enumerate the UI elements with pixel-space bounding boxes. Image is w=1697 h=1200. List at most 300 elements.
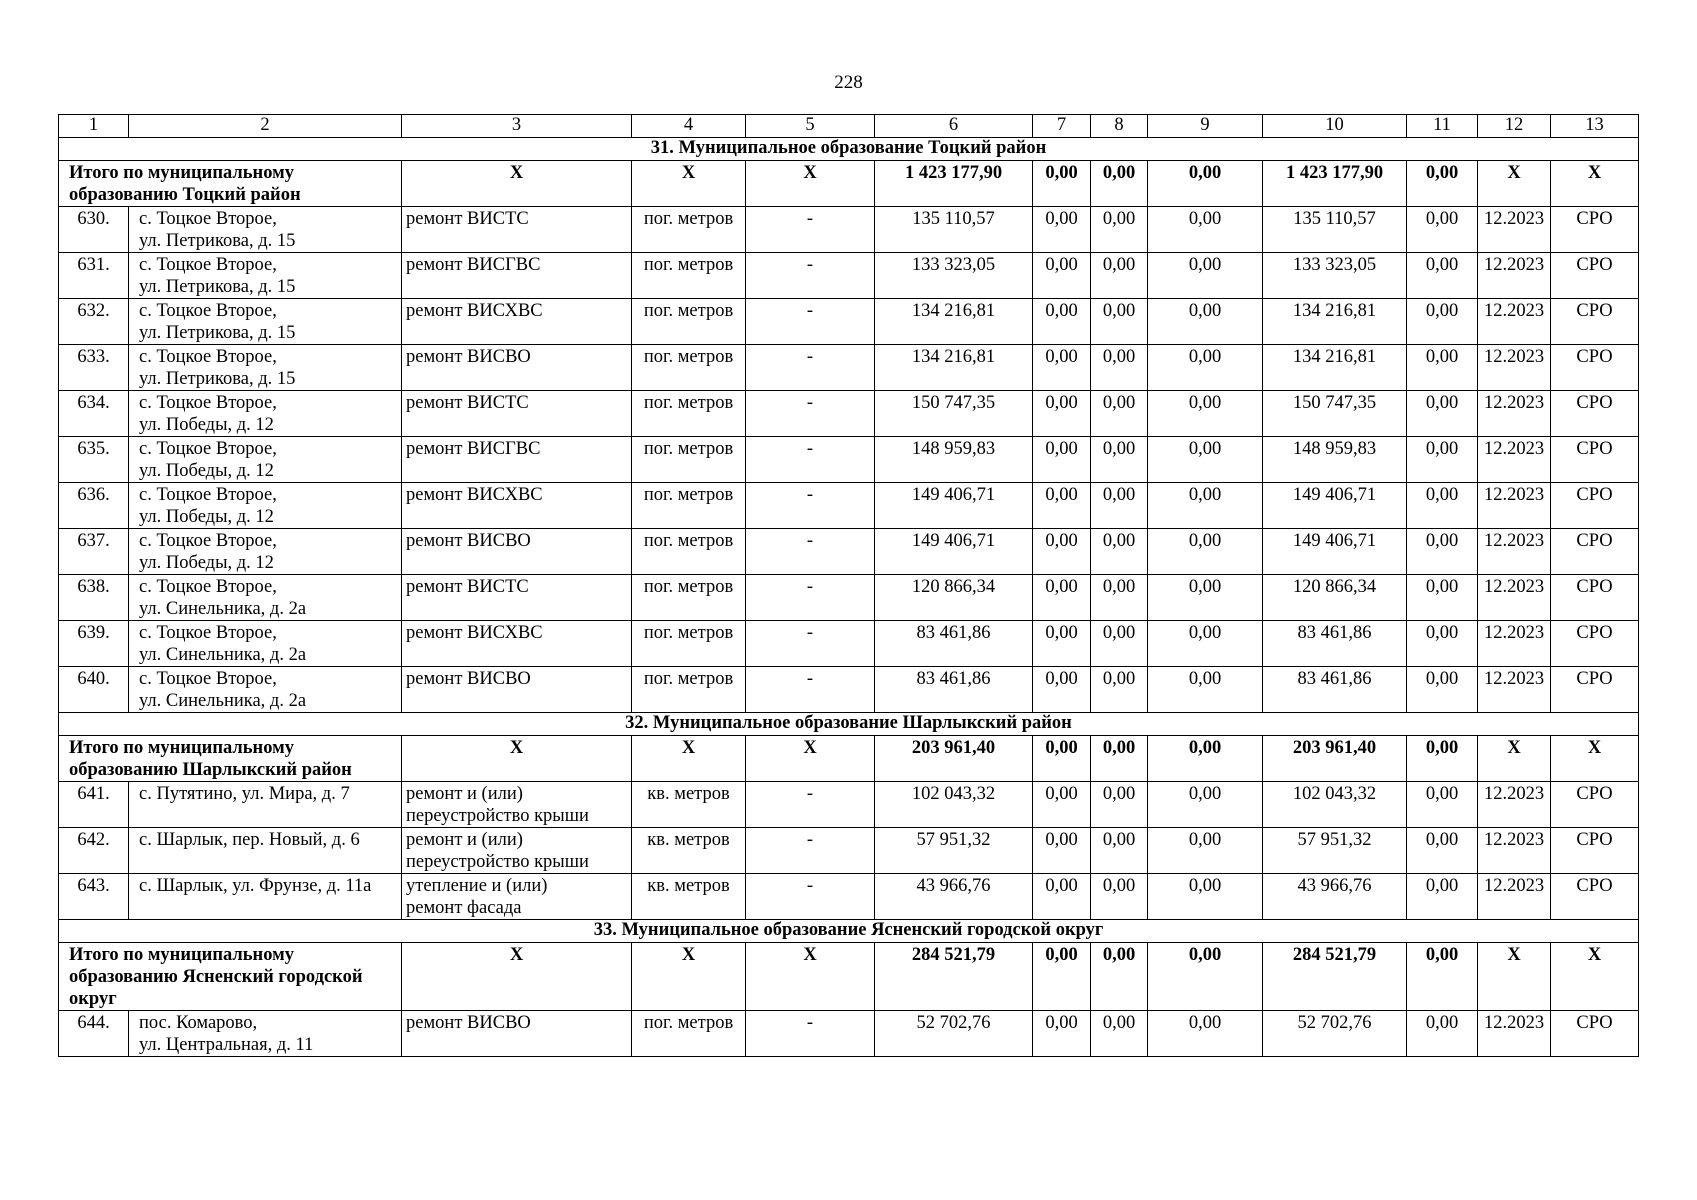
cell-line: ремонт ВИСВО xyxy=(406,531,531,551)
value-cell: 57 951,32 xyxy=(875,828,1033,874)
value-cell: - xyxy=(746,667,875,713)
table-row xyxy=(59,575,1639,621)
total-label xyxy=(59,736,402,782)
table-row xyxy=(59,437,1639,483)
column-header: 8 xyxy=(1091,115,1148,138)
value-cell: 135 110,57 xyxy=(875,207,1033,253)
cell-line: с. Тоцкое Второе, xyxy=(139,209,277,229)
cell-line: ул. Победы, д. 12 xyxy=(139,553,274,573)
value-cell: - xyxy=(746,874,875,920)
value-cell: 0,00 xyxy=(1033,529,1091,575)
value-cell: 0,00 xyxy=(1033,575,1091,621)
value-cell: - xyxy=(746,253,875,299)
value-cell: 0,00 xyxy=(1033,667,1091,713)
total-cell: X xyxy=(746,943,875,1011)
cell-line: ул. Петрикова, д. 15 xyxy=(139,231,296,251)
total-cell: X xyxy=(402,943,632,1011)
value-cell: СРО xyxy=(1551,667,1639,713)
table-row xyxy=(59,529,1639,575)
table-row xyxy=(59,874,1639,920)
work-type-cell xyxy=(402,874,632,920)
value-cell: - xyxy=(746,391,875,437)
value-cell: 149 406,71 xyxy=(1263,483,1407,529)
work-type-cell xyxy=(402,437,632,483)
column-header: 1 xyxy=(59,115,129,138)
address-cell xyxy=(129,207,402,253)
total-label xyxy=(59,161,402,207)
value-cell: 0,00 xyxy=(1148,299,1263,345)
column-header: 5 xyxy=(746,115,875,138)
value-cell: 149 406,71 xyxy=(875,529,1033,575)
value-cell: 0,00 xyxy=(1091,1011,1148,1057)
unit-cell: пог. метров xyxy=(632,299,746,345)
address-cell xyxy=(129,1011,402,1057)
value-cell: 133 323,05 xyxy=(1263,253,1407,299)
table-row xyxy=(59,345,1639,391)
value-cell: 0,00 xyxy=(1091,391,1148,437)
cell-line: ремонт и (или) xyxy=(406,830,523,850)
value-cell: 0,00 xyxy=(1033,1011,1091,1057)
total-cell: 0,00 xyxy=(1091,943,1148,1011)
column-header: 3 xyxy=(402,115,632,138)
cell-line: ул. Победы, д. 12 xyxy=(139,415,274,435)
value-cell: 0,00 xyxy=(1148,782,1263,828)
value-cell: 0,00 xyxy=(1033,437,1091,483)
column-header: 12 xyxy=(1478,115,1551,138)
value-cell: 0,00 xyxy=(1407,621,1478,667)
unit-cell: пог. метров xyxy=(632,345,746,391)
table-row xyxy=(59,391,1639,437)
value-cell: 0,00 xyxy=(1148,207,1263,253)
total-cell: X xyxy=(1478,736,1551,782)
value-cell: 12.2023 xyxy=(1478,483,1551,529)
total-cell: 0,00 xyxy=(1407,943,1478,1011)
capital-repair-table xyxy=(58,114,1639,1057)
work-type-cell xyxy=(402,207,632,253)
row-number: 640. xyxy=(59,667,129,713)
cell-line: ремонт ВИСХВС xyxy=(406,623,543,643)
address-cell xyxy=(129,299,402,345)
total-cell: 203 961,40 xyxy=(1263,736,1407,782)
row-number: 631. xyxy=(59,253,129,299)
work-type-cell xyxy=(402,828,632,874)
cell-line: переустройство крыши xyxy=(406,852,589,872)
total-cell: X xyxy=(1551,736,1639,782)
table-row xyxy=(59,828,1639,874)
total-cell: 284 521,79 xyxy=(1263,943,1407,1011)
value-cell: 0,00 xyxy=(1148,828,1263,874)
value-cell: 120 866,34 xyxy=(875,575,1033,621)
value-cell: 12.2023 xyxy=(1478,207,1551,253)
value-cell: - xyxy=(746,1011,875,1057)
total-cell: X xyxy=(402,736,632,782)
unit-cell: пог. метров xyxy=(632,575,746,621)
column-header: 6 xyxy=(875,115,1033,138)
cell-line: с. Тоцкое Второе, xyxy=(139,485,277,505)
value-cell: 0,00 xyxy=(1407,437,1478,483)
address-cell xyxy=(129,253,402,299)
unit-cell: пог. метров xyxy=(632,483,746,529)
value-cell: СРО xyxy=(1551,483,1639,529)
value-cell: 12.2023 xyxy=(1478,828,1551,874)
table-row xyxy=(59,1011,1639,1057)
value-cell: 0,00 xyxy=(1033,483,1091,529)
column-header: 13 xyxy=(1551,115,1639,138)
unit-cell: кв. метров xyxy=(632,874,746,920)
value-cell: 0,00 xyxy=(1091,621,1148,667)
value-cell: 0,00 xyxy=(1091,345,1148,391)
total-cell: X xyxy=(746,161,875,207)
cell-line: ремонт ВИСХВС xyxy=(406,485,543,505)
total-cell: X xyxy=(632,943,746,1011)
table-body xyxy=(59,115,1639,1057)
value-cell: 0,00 xyxy=(1091,529,1148,575)
total-cell: 0,00 xyxy=(1407,736,1478,782)
cell-line: ул. Победы, д. 12 xyxy=(139,507,274,527)
total-cell: X xyxy=(1478,161,1551,207)
value-cell: 0,00 xyxy=(1033,782,1091,828)
address-cell xyxy=(129,345,402,391)
value-cell: 0,00 xyxy=(1407,529,1478,575)
total-cell: 1 423 177,90 xyxy=(875,161,1033,207)
work-type-cell xyxy=(402,299,632,345)
total-cell: X xyxy=(632,161,746,207)
total-label xyxy=(59,943,402,1011)
value-cell: 83 461,86 xyxy=(875,621,1033,667)
section-title: 31. Муниципальное образование Тоцкий район xyxy=(59,138,1639,161)
cell-line: с. Тоцкое Второе, xyxy=(139,577,277,597)
value-cell: - xyxy=(746,575,875,621)
section-heading-row xyxy=(59,713,1639,736)
cell-line: с. Тоцкое Второе, xyxy=(139,439,277,459)
value-cell: 0,00 xyxy=(1148,391,1263,437)
work-type-cell xyxy=(402,621,632,667)
value-cell: 150 747,35 xyxy=(875,391,1033,437)
cell-line: пос. Комарово, xyxy=(139,1013,258,1033)
cell-line: с. Тоцкое Второе, xyxy=(139,255,277,275)
value-cell: 12.2023 xyxy=(1478,345,1551,391)
section-heading-row xyxy=(59,138,1639,161)
value-cell: 0,00 xyxy=(1148,253,1263,299)
table-row xyxy=(59,253,1639,299)
cell-line: Итого по муниципальному xyxy=(69,945,294,965)
total-cell: 0,00 xyxy=(1148,736,1263,782)
unit-cell: пог. метров xyxy=(632,1011,746,1057)
unit-cell: пог. метров xyxy=(632,207,746,253)
row-number: 634. xyxy=(59,391,129,437)
value-cell: 0,00 xyxy=(1407,575,1478,621)
address-cell xyxy=(129,529,402,575)
value-cell: 0,00 xyxy=(1033,828,1091,874)
value-cell: 12.2023 xyxy=(1478,874,1551,920)
cell-line: ремонт ВИСВО xyxy=(406,1013,531,1033)
table-row xyxy=(59,483,1639,529)
value-cell: 148 959,83 xyxy=(1263,437,1407,483)
value-cell: 0,00 xyxy=(1148,483,1263,529)
total-cell: X xyxy=(1551,943,1639,1011)
work-type-cell xyxy=(402,483,632,529)
row-number: 643. xyxy=(59,874,129,920)
cell-line: округ xyxy=(69,989,117,1009)
unit-cell: пог. метров xyxy=(632,391,746,437)
cell-line: ремонт и (или) xyxy=(406,784,523,804)
value-cell: 12.2023 xyxy=(1478,575,1551,621)
value-cell: 0,00 xyxy=(1407,253,1478,299)
total-cell: 0,00 xyxy=(1091,161,1148,207)
cell-line: ремонт фасада xyxy=(406,898,522,918)
value-cell: 52 702,76 xyxy=(1263,1011,1407,1057)
table-row xyxy=(59,782,1639,828)
work-type-cell xyxy=(402,1011,632,1057)
cell-line: ул. Синельника, д. 2а xyxy=(139,691,307,711)
cell-line: ремонт ВИСВО xyxy=(406,347,531,367)
cell-line: с. Тоцкое Второе, xyxy=(139,623,277,643)
value-cell: - xyxy=(746,529,875,575)
value-cell: 0,00 xyxy=(1091,575,1148,621)
value-cell: - xyxy=(746,345,875,391)
address-cell xyxy=(129,621,402,667)
value-cell: 12.2023 xyxy=(1478,437,1551,483)
value-cell: - xyxy=(746,299,875,345)
value-cell: СРО xyxy=(1551,782,1639,828)
value-cell: 134 216,81 xyxy=(875,345,1033,391)
value-cell: 0,00 xyxy=(1091,874,1148,920)
value-cell: 120 866,34 xyxy=(1263,575,1407,621)
row-number: 638. xyxy=(59,575,129,621)
column-header: 9 xyxy=(1148,115,1263,138)
work-type-cell xyxy=(402,345,632,391)
cell-line: образованию Ясненский городской xyxy=(69,967,363,987)
address-cell xyxy=(129,782,402,828)
cell-line: ул. Синельника, д. 2а xyxy=(139,645,307,665)
address-cell xyxy=(129,667,402,713)
row-number: 635. xyxy=(59,437,129,483)
value-cell: 149 406,71 xyxy=(1263,529,1407,575)
value-cell: 133 323,05 xyxy=(875,253,1033,299)
value-cell: 0,00 xyxy=(1091,253,1148,299)
value-cell: 43 966,76 xyxy=(1263,874,1407,920)
value-cell: 0,00 xyxy=(1091,437,1148,483)
cell-line: ремонт ВИСХВС xyxy=(406,301,543,321)
address-cell xyxy=(129,575,402,621)
cell-line: Итого по муниципальному xyxy=(69,163,294,183)
value-cell: 148 959,83 xyxy=(875,437,1033,483)
cell-line: ремонт ВИСТС xyxy=(406,393,529,413)
cell-line: Итого по муниципальному xyxy=(69,738,294,758)
value-cell: 57 951,32 xyxy=(1263,828,1407,874)
total-cell: X xyxy=(402,161,632,207)
value-cell: 0,00 xyxy=(1091,483,1148,529)
value-cell: 0,00 xyxy=(1407,391,1478,437)
value-cell: 149 406,71 xyxy=(875,483,1033,529)
value-cell: 0,00 xyxy=(1148,575,1263,621)
column-header: 11 xyxy=(1407,115,1478,138)
total-cell: 0,00 xyxy=(1033,736,1091,782)
table-row xyxy=(59,667,1639,713)
value-cell: 0,00 xyxy=(1407,345,1478,391)
row-number: 641. xyxy=(59,782,129,828)
value-cell: 0,00 xyxy=(1033,253,1091,299)
column-header: 7 xyxy=(1033,115,1091,138)
cell-line: ул. Победы, д. 12 xyxy=(139,461,274,481)
value-cell: 12.2023 xyxy=(1478,1011,1551,1057)
value-cell: - xyxy=(746,437,875,483)
address-cell xyxy=(129,828,402,874)
work-type-cell xyxy=(402,575,632,621)
value-cell: СРО xyxy=(1551,529,1639,575)
cell-line: образованию Шарлыкский район xyxy=(69,760,352,780)
value-cell: 0,00 xyxy=(1033,299,1091,345)
value-cell: 0,00 xyxy=(1148,667,1263,713)
section-total-row xyxy=(59,736,1639,782)
value-cell: 12.2023 xyxy=(1478,299,1551,345)
value-cell: СРО xyxy=(1551,437,1639,483)
total-cell: 203 961,40 xyxy=(875,736,1033,782)
value-cell: 0,00 xyxy=(1033,621,1091,667)
value-cell: 0,00 xyxy=(1407,667,1478,713)
unit-cell: пог. метров xyxy=(632,621,746,667)
total-cell: 0,00 xyxy=(1148,943,1263,1011)
unit-cell: пог. метров xyxy=(632,253,746,299)
value-cell: 83 461,86 xyxy=(1263,621,1407,667)
value-cell: 0,00 xyxy=(1407,299,1478,345)
cell-line: с. Тоцкое Второе, xyxy=(139,301,277,321)
value-cell: СРО xyxy=(1551,575,1639,621)
total-cell: 0,00 xyxy=(1033,943,1091,1011)
total-cell: X xyxy=(746,736,875,782)
value-cell: 12.2023 xyxy=(1478,391,1551,437)
value-cell: 83 461,86 xyxy=(1263,667,1407,713)
value-cell: - xyxy=(746,621,875,667)
row-number: 642. xyxy=(59,828,129,874)
value-cell: 12.2023 xyxy=(1478,667,1551,713)
total-cell: 0,00 xyxy=(1407,161,1478,207)
address-cell xyxy=(129,391,402,437)
value-cell: 0,00 xyxy=(1091,782,1148,828)
value-cell: 0,00 xyxy=(1148,437,1263,483)
value-cell: 0,00 xyxy=(1407,828,1478,874)
cell-line: ремонт ВИСТС xyxy=(406,209,529,229)
value-cell: 52 702,76 xyxy=(875,1011,1033,1057)
total-cell: 284 521,79 xyxy=(875,943,1033,1011)
unit-cell: кв. метров xyxy=(632,782,746,828)
value-cell: 0,00 xyxy=(1148,1011,1263,1057)
value-cell: 0,00 xyxy=(1148,621,1263,667)
column-header: 10 xyxy=(1263,115,1407,138)
value-cell: СРО xyxy=(1551,874,1639,920)
value-cell: 0,00 xyxy=(1033,391,1091,437)
cell-line: с. Путятино, ул. Мира, д. 7 xyxy=(139,784,350,804)
work-type-cell xyxy=(402,529,632,575)
value-cell: 0,00 xyxy=(1091,667,1148,713)
value-cell: 134 216,81 xyxy=(875,299,1033,345)
cell-line: образованию Тоцкий район xyxy=(69,185,301,205)
cell-line: с. Тоцкое Второе, xyxy=(139,393,277,413)
total-cell: X xyxy=(1551,161,1639,207)
value-cell: 0,00 xyxy=(1407,207,1478,253)
value-cell: - xyxy=(746,782,875,828)
address-cell xyxy=(129,437,402,483)
value-cell: СРО xyxy=(1551,391,1639,437)
cell-line: ул. Синельника, д. 2а xyxy=(139,599,307,619)
value-cell: 83 461,86 xyxy=(875,667,1033,713)
value-cell: - xyxy=(746,828,875,874)
work-type-cell xyxy=(402,667,632,713)
cell-line: с. Шарлык, пер. Новый, д. 6 xyxy=(139,830,360,850)
value-cell: 0,00 xyxy=(1407,1011,1478,1057)
row-number: 632. xyxy=(59,299,129,345)
work-type-cell xyxy=(402,782,632,828)
cell-line: переустройство крыши xyxy=(406,806,589,826)
unit-cell: пог. метров xyxy=(632,437,746,483)
value-cell: 43 966,76 xyxy=(875,874,1033,920)
row-number: 637. xyxy=(59,529,129,575)
row-number: 630. xyxy=(59,207,129,253)
cell-line: ул. Петрикова, д. 15 xyxy=(139,369,296,389)
row-number: 644. xyxy=(59,1011,129,1057)
cell-line: ремонт ВИСГВС xyxy=(406,255,541,275)
value-cell: 12.2023 xyxy=(1478,782,1551,828)
value-cell: 134 216,81 xyxy=(1263,345,1407,391)
value-cell: СРО xyxy=(1551,345,1639,391)
page-number: 228 xyxy=(834,72,863,93)
value-cell: СРО xyxy=(1551,299,1639,345)
value-cell: 12.2023 xyxy=(1478,621,1551,667)
address-cell xyxy=(129,483,402,529)
value-cell: 0,00 xyxy=(1091,299,1148,345)
address-cell xyxy=(129,874,402,920)
cell-line: ремонт ВИСВО xyxy=(406,669,531,689)
value-cell: 0,00 xyxy=(1033,345,1091,391)
section-title: 32. Муниципальное образование Шарлыкский район xyxy=(59,713,1639,736)
value-cell: 102 043,32 xyxy=(1263,782,1407,828)
total-cell: X xyxy=(1478,943,1551,1011)
row-number: 636. xyxy=(59,483,129,529)
total-cell: 0,00 xyxy=(1091,736,1148,782)
value-cell: 0,00 xyxy=(1148,529,1263,575)
table-row xyxy=(59,299,1639,345)
work-type-cell xyxy=(402,253,632,299)
value-cell: 150 747,35 xyxy=(1263,391,1407,437)
value-cell: 0,00 xyxy=(1407,874,1478,920)
work-type-cell xyxy=(402,391,632,437)
cell-line: с. Тоцкое Второе, xyxy=(139,531,277,551)
value-cell: 0,00 xyxy=(1033,207,1091,253)
total-cell: X xyxy=(632,736,746,782)
column-number-row xyxy=(59,115,1639,138)
value-cell: 134 216,81 xyxy=(1263,299,1407,345)
column-header: 2 xyxy=(129,115,402,138)
value-cell: 0,00 xyxy=(1407,483,1478,529)
value-cell: СРО xyxy=(1551,1011,1639,1057)
value-cell: СРО xyxy=(1551,207,1639,253)
unit-cell: пог. метров xyxy=(632,529,746,575)
value-cell: 0,00 xyxy=(1091,207,1148,253)
value-cell: - xyxy=(746,483,875,529)
value-cell: 102 043,32 xyxy=(875,782,1033,828)
value-cell: СРО xyxy=(1551,253,1639,299)
cell-line: ремонт ВИСГВС xyxy=(406,439,541,459)
value-cell: 12.2023 xyxy=(1478,253,1551,299)
cell-line: ул. Центральная, д. 11 xyxy=(139,1035,314,1055)
cell-line: утепление и (или) xyxy=(406,876,548,896)
unit-cell: кв. метров xyxy=(632,828,746,874)
table-row xyxy=(59,207,1639,253)
table-row xyxy=(59,621,1639,667)
value-cell: СРО xyxy=(1551,828,1639,874)
cell-line: ул. Петрикова, д. 15 xyxy=(139,277,296,297)
section-total-row xyxy=(59,943,1639,1011)
